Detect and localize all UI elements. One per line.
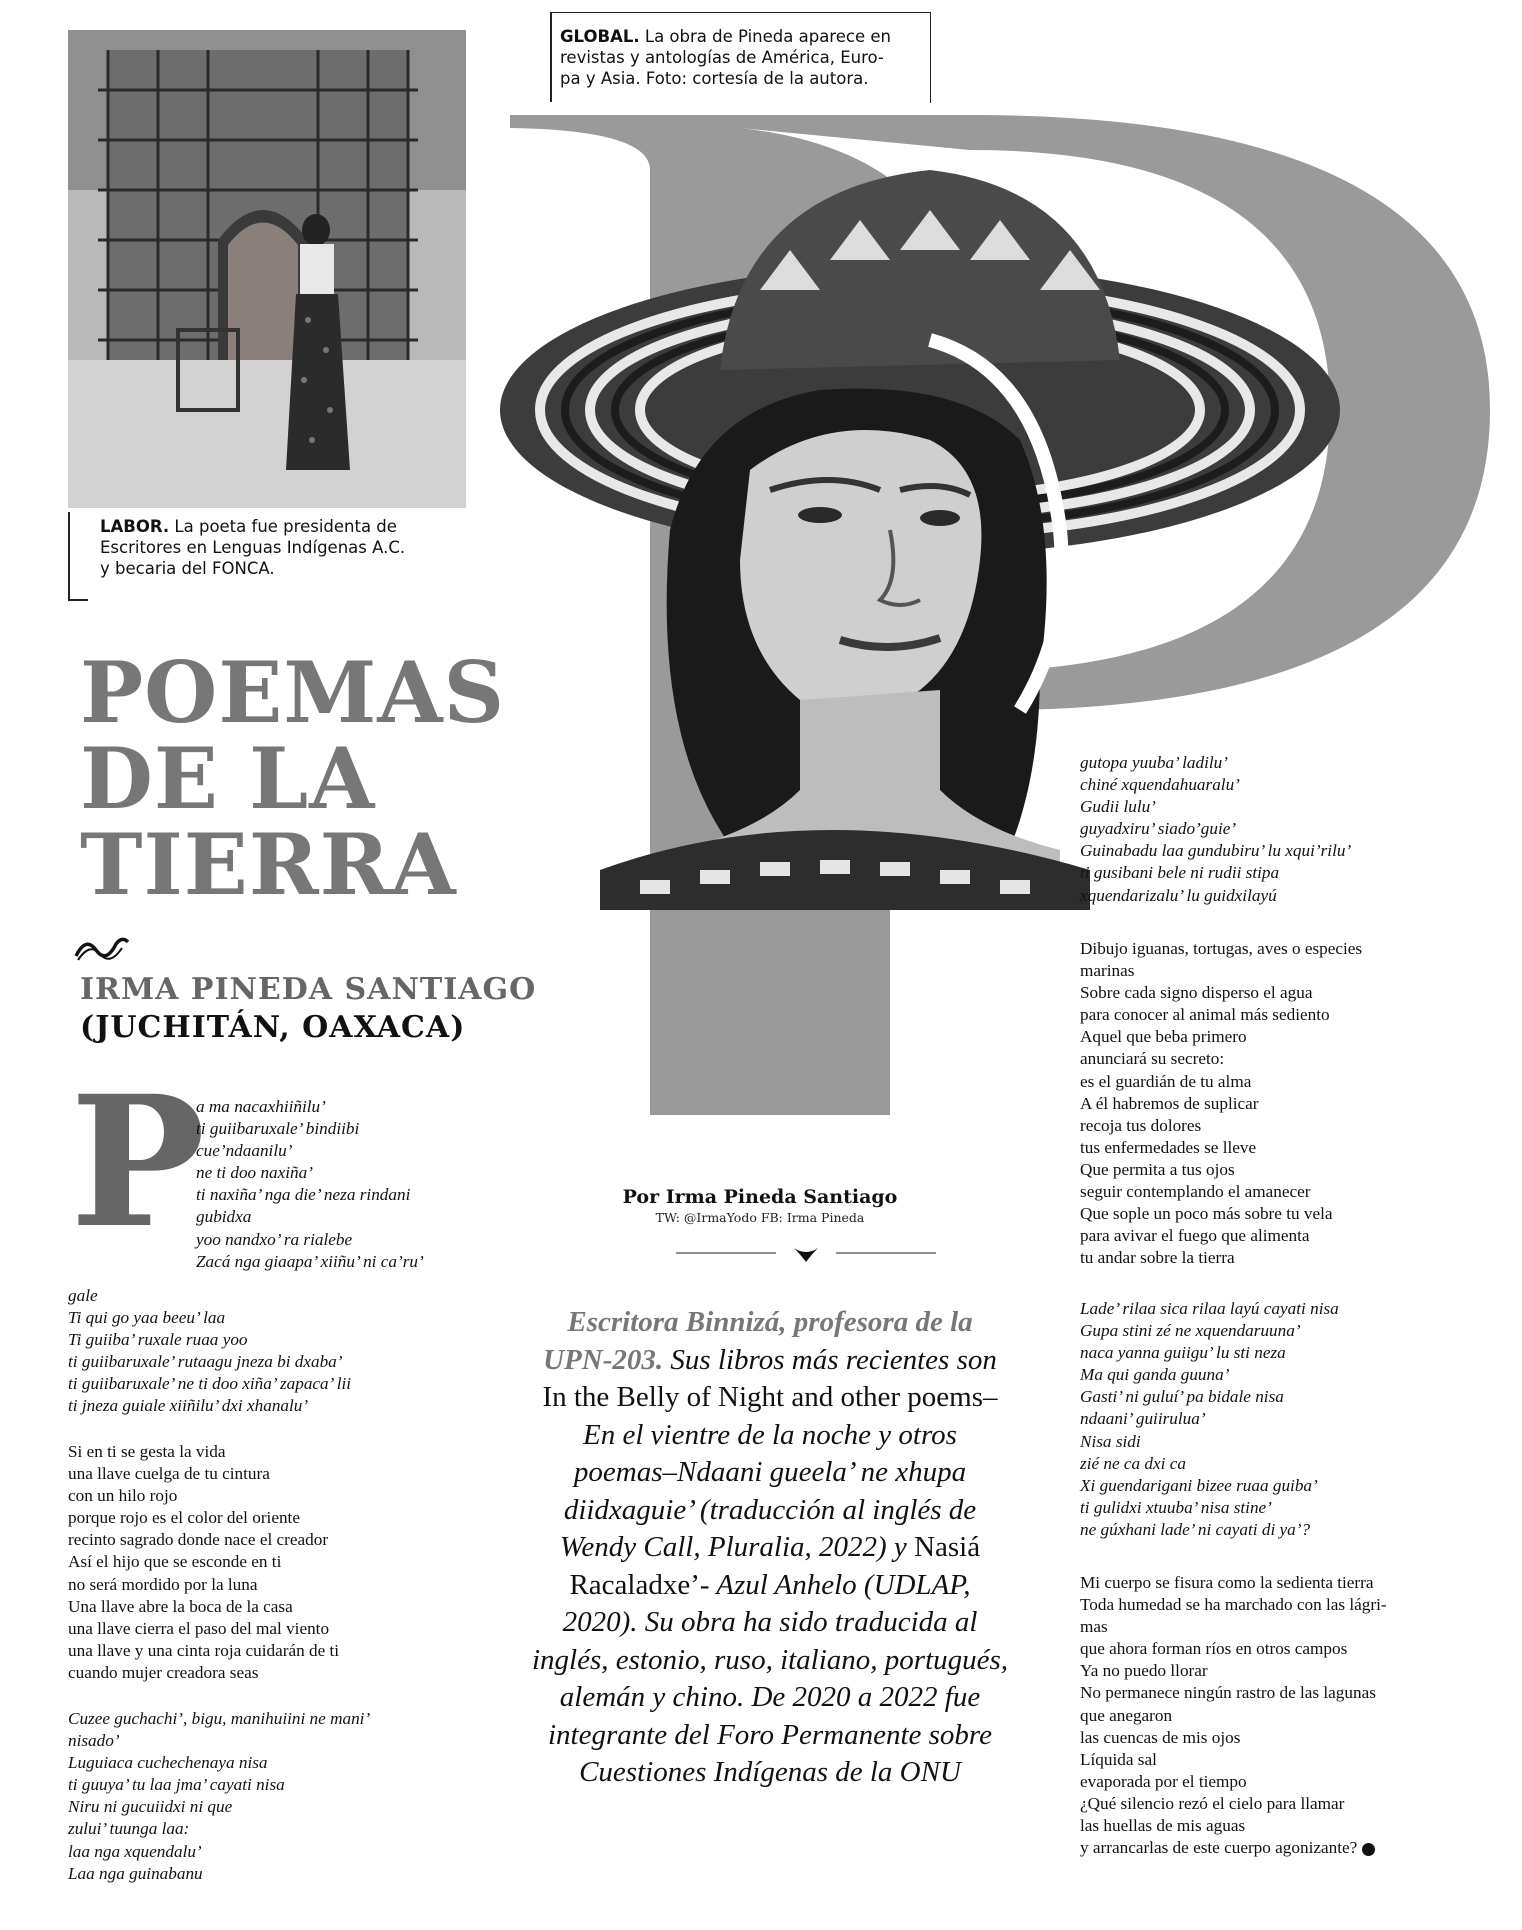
poem-right-stanza-1: gutopa yuuba’ ladilu’ chiné xquendahuaralu’ Gudii lulu’ guyadxiru’ siado’guie’ Guinabadu laa gundubiru’ lu xqui’rilu’ ti gusibani bele ni rudii stipa xquendarizalu’ lu guidxilayú [1080, 753, 1352, 905]
church-photo-illustration [68, 30, 466, 508]
title-line-2: DE LA [80, 729, 376, 828]
poem-left-stanza-1b: gale Ti qui go yaa beeu’ laa Ti guiiba’ ruxale ruaa yoo ti guiibaruxale’ rutaagu jneza bi dxaba’ ti guiibaruxale’ ne ti doo xiña’ zapaca’ lii ti jneza guiale xiiñilu’ dxi xhanalu’ [68, 1286, 352, 1416]
poem-right-stanza-3: Lade’ rilaa sica rilaa layú cayati nisa Gupa stini zé ne xquendaruuna’ naca yanna guiigu’ lu sti neza Ma qui ganda guuna’ Gasti’ ni guluí’ pa bidale nisa ndaani’ guiirulua’ Nisa sidi zié ne ca dxi ca Xi guendarigani bizee ruaa guiba’ ti gulidxi xtuuba’ nisa stine’ ne gúxhani lade’ ni cayati di ya’? [1080, 1299, 1339, 1539]
drop-cap: P [70, 1057, 206, 1268]
caption-labor: LABOR. La poeta fue presidenta de Escritores en Lenguas Indígenas A.C. y becaria del FONCA. [100, 517, 406, 578]
poem-left-stanza-2: Si en ti se gesta la vida una llave cuelga de tu cintura con un hilo rojo porque rojo es el color del oriente recinto sagrado donde nace el creador Así el hijo que se esconde en ti no será mordido por la luna Una llave abre la boca de la casa una llave cierra el paso del mal viento una llave y una cinta roja cuidarán de ti cuando mujer creadora seas [68, 1442, 340, 1682]
article-title [80, 643, 510, 914]
labor-caption-rule [68, 512, 70, 600]
bio-book-1: In the Belly of Night and other poems [542, 1381, 984, 1413]
author-bio: Escritora Binnizá, profesora de la UPN-203. Sus libros más recientes son In the Belly of Night and other poems–En el vientre de la noche y otros poemas–Ndaani gueela’ ne xhupa diidxaguie’ (traducción al inglés de Wendy Call, Pluralia, 2022) y Nasiá Racaladxe’- Azul Anhelo (UDLAP, 2020). Su obra ha sido traducida al inglés, estonio, ruso, italiano, portugués, alemán y chino. De 2020 a 2022 fue integrante del Foro Permanente sobre Cuestiones Indígenas de la ONU [531, 1306, 1009, 1788]
poem-left-stanza-3: Cuzee guchachi’, bigu, manihuiini ne mani’ nisado’ Luguiaca cuchechenaya nisa ti guuya’ tu laa jma’ cayati nisa Niru ni gucuiidxi ni que zului’ tuunga laa: laa nga xquendalu’ Laa nga guinabanu [68, 1709, 371, 1883]
title-line-1: POEMAS [80, 643, 506, 742]
bio-book-2: Nasiá Racaladxe’ [569, 1531, 981, 1601]
title-line-3: TIERRA [80, 815, 457, 914]
global-caption-rule [550, 12, 552, 102]
end-of-article-icon [1362, 1843, 1375, 1856]
poem-left-stanza-1: a ma nacaxhiiñilu’ ti guiibaruxale’ bindiibi cue’ndaanilu’ ne ti doo naxiña’ ti naxiña’ nga die’ neza rindani gubidxa yoo nandxo’ ra rialebe Zacá nga giaapa’ xiiñu’ ni ca’ru’ [196, 1097, 424, 1271]
poem-right-stanza-2: Dibujo iguanas, tortugas, aves o especies marinas Sobre cada signo disperso el agua para conocer al animal más sediento Aquel que beba primero anunciará su secreto: es el guardián de tu alma A él habremos de suplicar recoja tus dolores tus enfermedades se lleve Que permita a tus ojos seguir contemplando el amanecer Que sople un poco más sobre tu vela para avivar el fuego que alimenta tu andar sobre la tierra [1080, 939, 1363, 1268]
byline-author: Por Irma Pineda Santiago [622, 1186, 898, 1208]
caption-global-label: GLOBAL. [560, 27, 640, 46]
divider-ornament-icon [676, 1244, 936, 1264]
caption-labor-label: LABOR. [100, 517, 170, 536]
caption-global: GLOBAL. La obra de Pineda aparece en revistas y antologías de América, Euro- pa y Asia. Foto: cortesía de la autora. [560, 27, 891, 88]
byline-divider [676, 1244, 936, 1264]
byline [600, 1186, 920, 1225]
swash-ornament-icon [72, 925, 132, 974]
author-name: IRMA PINEDA SANTIAGO [80, 972, 537, 1007]
labor-caption-tick [68, 599, 88, 601]
author-place: (JUCHITÁN, OAXACA) [80, 1010, 466, 1045]
byline-social: TW: @IrmaYodo FB: Irma Pineda [655, 1210, 865, 1225]
bio-lead: Escritora Binnizá, profesora de la UPN-203. [543, 1306, 973, 1376]
photo-labor [68, 30, 466, 508]
poem-right-stanza-4: Mi cuerpo se fisura como la sedienta tierra Toda humedad se ha marchado con las lágri- mas que ahora forman ríos en otros campos Ya no puedo llorar No permanece ningún rastro de las lagunas que anegaron las cuencas de mis ojos Líquida sal evaporada por el tiempo ¿Qué silencio rezó el cielo para llamar las huellas de mis aguas y arrancarlas de este cuerpo agonizante? [1080, 1573, 1387, 1858]
